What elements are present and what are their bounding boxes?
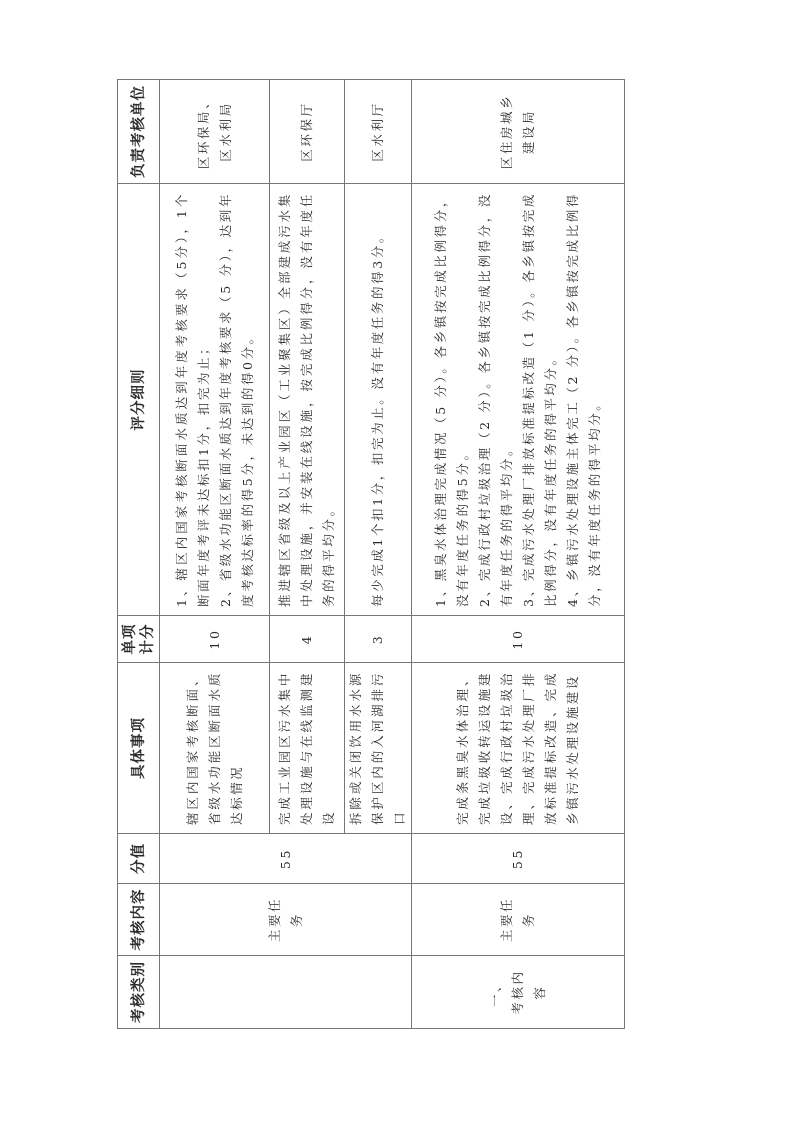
score-cell: 55 [160,834,412,884]
item-score-cell: 4 [270,616,345,663]
header-item-score: 单项计分 [118,616,160,663]
item-score-cell: 10 [160,616,270,663]
rules-cell [270,184,345,616]
header-rules: 评分细则 [118,184,160,616]
item-cell: 拆除或关闭饮用水水源保护区内的入河湖排污口 [345,663,412,834]
rules-cell [412,184,625,616]
rules-cell [160,184,270,616]
content-cell: 主要任务 [160,884,412,956]
item-cell: 完成条黑臭水体治理、完成垃圾收转运设施建设、完成行政村垃圾治理、完成污水处理厂排放标准提标改造、完成乡镇污水处理设施建设 [412,663,625,834]
table-row [412,80,625,1029]
unit-cell: 区环保厅 [270,80,345,184]
header-category: 考核类别 [118,956,160,1029]
header-item: 具体事项 [118,663,160,834]
rule-line: 4、乡镇污水处理设施主体完工（2 分）。各乡镇按完成比例得分，没有年度任务的得平均分。 [565,192,602,607]
category-line: 一、 [488,976,503,1008]
header-row [118,80,160,1029]
rule-line: 3、完成污水处理厂排放标准提标改造（1 分）。各乡镇按完成比例得分，没有年度任务的得平均分。 [521,192,558,607]
score-cell: 55 [412,834,625,884]
header-content: 考核内容 [118,884,160,956]
item-score-cell: 10 [412,616,625,663]
rules-cell [345,184,412,616]
rule-line: 2、完成行政村垃圾治理（2 分）。各乡镇按完成比例得分，没有年度任务的得平均分。 [477,192,514,607]
item-cell: 完成工业园区污水集中处理设施与在线监测建设 [270,663,345,834]
rotated-table-page [117,80,602,1029]
header-unit: 负责考核单位 [118,80,160,184]
item-cell: 辖区内国家考核断面、省级水功能区断面水质达标情况 [160,663,270,834]
header-score: 分值 [118,834,160,884]
category-cell [412,956,625,1029]
rule-line: 2、省级水功能区断面水质达到年度考核要求（5 分），达到年度考核达标率的得5分，未达到的得0分。 [217,192,255,607]
rule-line: 推进辖区省级及以上产业园区（工业聚集区）全部建成污水集中处理设施，并安装在线设施，按完成比例得分，没有年度任务的得平均分。 [277,192,336,607]
rule-line: 1、黑臭水体治理完成情况（5 分）。各乡镇按完成比例得分，没有年度任务的得5分。 [433,192,470,607]
unit-cell: 区住房城乡建设局 [412,80,625,184]
unit-cell: 区环保局、区水利局 [160,80,270,184]
assessment-table [117,79,625,1029]
unit-cell: 区水利厅 [345,80,412,184]
category-cell [160,956,412,1029]
item-score-cell: 3 [345,616,412,663]
rule-line: 1、辖区内国家考核断面水质达到年度考核要求（5分），1个断面年度考评未达标扣1分，扣完为止； [173,192,211,607]
content-cell: 主要任务 [412,884,625,956]
rule-line: 每少完成1个扣1分，扣完为止。没有年度任务的得3分。 [370,228,385,607]
table-row [160,80,270,1029]
category-line: 考核内容 [510,969,547,1015]
